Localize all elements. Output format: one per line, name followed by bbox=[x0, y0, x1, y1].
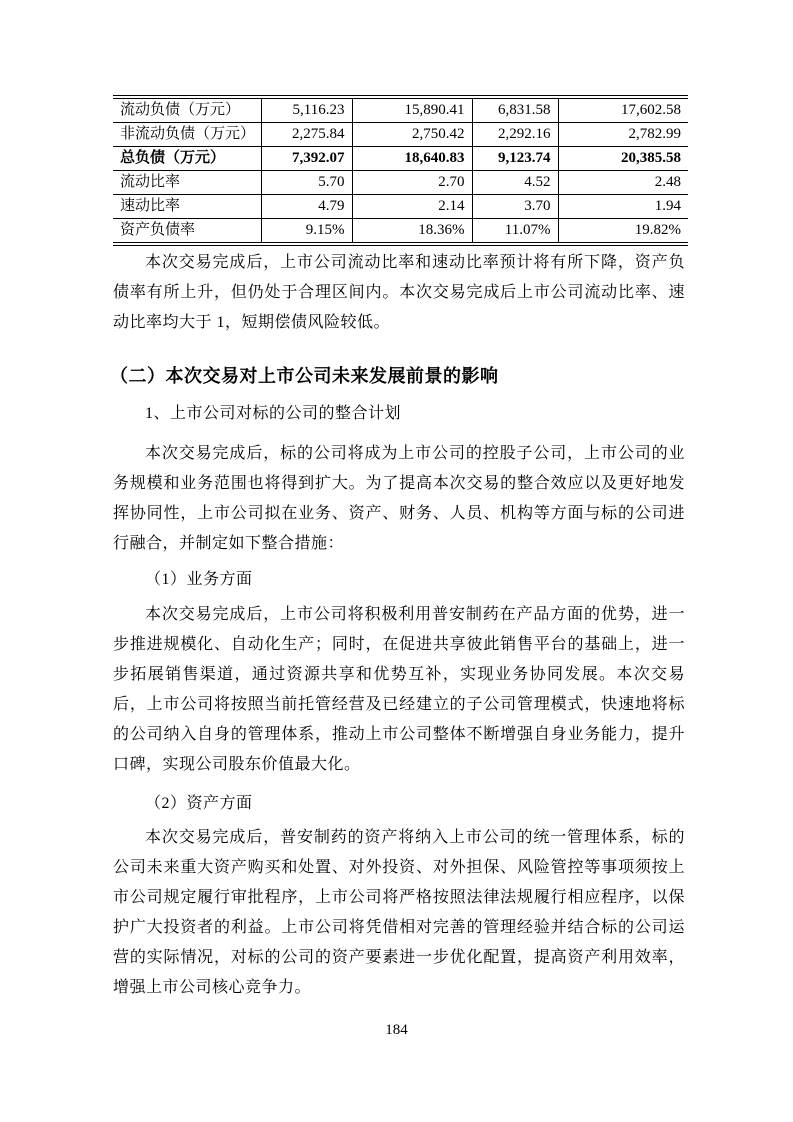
heading-asset-aspect: （2）资产方面 bbox=[145, 795, 253, 812]
table-row bbox=[113, 195, 688, 219]
table-row bbox=[113, 123, 688, 147]
value-cell: 18.36% bbox=[352, 219, 472, 245]
value-cell: 2.48 bbox=[558, 171, 688, 195]
page-number: 184 bbox=[385, 1022, 408, 1038]
financial-table-body bbox=[113, 97, 688, 244]
table-row bbox=[113, 219, 688, 245]
value-cell: 5,116.23 bbox=[261, 97, 352, 123]
value-cell: 17,602.58 bbox=[558, 97, 688, 123]
row-label-cell: 流动负债（万元） bbox=[113, 97, 261, 123]
value-cell: 3.70 bbox=[472, 195, 558, 219]
row-label-cell: 速动比率 bbox=[113, 195, 261, 219]
financial-ratios-table bbox=[113, 95, 688, 246]
value-cell: 2,782.99 bbox=[558, 123, 688, 147]
paragraph-ratio-summary: 本次交易完成后，上市公司流动比率和速动比率预计将有所下降，资产负债率有所上升，但仍处于合理区间内。本次交易完成后上市公司流动比率、速动比率均大于 1，短期偿债风险较低。 bbox=[113, 254, 685, 331]
paragraph-integration: 本次交易完成后，标的公司将成为上市公司的控股子公司，上市公司的业务规模和业务范围也将得到扩大。为了提高本次交易的整合效应以及更好地发挥协同性，上市公司拟在业务、资产、财务、人员、机构等方面与标的公司进行融合，并制定如下整合措施： bbox=[113, 445, 685, 552]
value-cell: 9,123.74 bbox=[472, 147, 558, 171]
value-cell: 19.82% bbox=[558, 219, 688, 245]
value-cell: 2,292.16 bbox=[472, 123, 558, 147]
value-cell: 2.14 bbox=[352, 195, 472, 219]
value-cell: 15,890.41 bbox=[352, 97, 472, 123]
row-label-cell: 总负债（万元） bbox=[113, 147, 261, 171]
table-row bbox=[113, 97, 688, 123]
value-cell: 2,750.42 bbox=[352, 123, 472, 147]
table-row bbox=[113, 171, 688, 195]
value-cell: 20,385.58 bbox=[558, 147, 688, 171]
value-cell: 6,831.58 bbox=[472, 97, 558, 123]
value-cell: 5.70 bbox=[261, 171, 352, 195]
paragraph-business-aspect: 本次交易完成后，上市公司将积极利用普安制药在产品方面的优势，进一步推进规模化、自动化生产；同时，在促进共享彼此销售平台的基础上，进一步拓展销售渠道，通过资源共享和优势互补，实现业务协同发展。本次交易后，上市公司将按照当前托管经营及已经建立的子公司管理模式，快速地将标的公司纳入自身的管理体系，推动上市公司整体不断增强自身业务能力，提升口碑，实现公司股东价值最大化。 bbox=[113, 606, 685, 773]
value-cell: 7,392.07 bbox=[261, 147, 352, 171]
value-cell: 9.15% bbox=[261, 219, 352, 245]
value-cell: 11.07% bbox=[472, 219, 558, 245]
section-heading-2: （二）本次交易对上市公司未来发展前景的影响 bbox=[110, 366, 499, 386]
row-label-cell: 资产负债率 bbox=[120, 222, 196, 238]
value-cell: 4.52 bbox=[472, 171, 558, 195]
value-cell: 1.94 bbox=[558, 195, 688, 219]
row-label-cell: 流动比率 bbox=[113, 171, 261, 195]
table-row bbox=[113, 147, 688, 171]
row-label-cell: 非流动负债（万元） bbox=[113, 123, 261, 147]
value-cell: 18,640.83 bbox=[352, 147, 472, 171]
heading-integration-plan: 1、上市公司对标的公司的整合计划 bbox=[145, 405, 402, 422]
heading-business-aspect: （1）业务方面 bbox=[145, 571, 253, 588]
value-cell: 2,275.84 bbox=[261, 123, 352, 147]
paragraph-asset-aspect: 本次交易完成后，普安制药的资产将纳入上市公司的统一管理体系，标的公司未来重大资产购买和处置、对外投资、对外担保、风险管控等事项须按上市公司规定履行审批程序，上市公司将严格按照法律法规履行相应程序，以保护广大投资者的利益。上市公司将凭借相对完善的管理经验并结合标的公司运营的实际情况，对标的公司的资产要素进一步优化配置，提高资产利用效率，增强上市公司核心竞争力。 bbox=[113, 829, 685, 996]
value-cell: 4.79 bbox=[261, 195, 352, 219]
value-cell: 2.70 bbox=[352, 171, 472, 195]
